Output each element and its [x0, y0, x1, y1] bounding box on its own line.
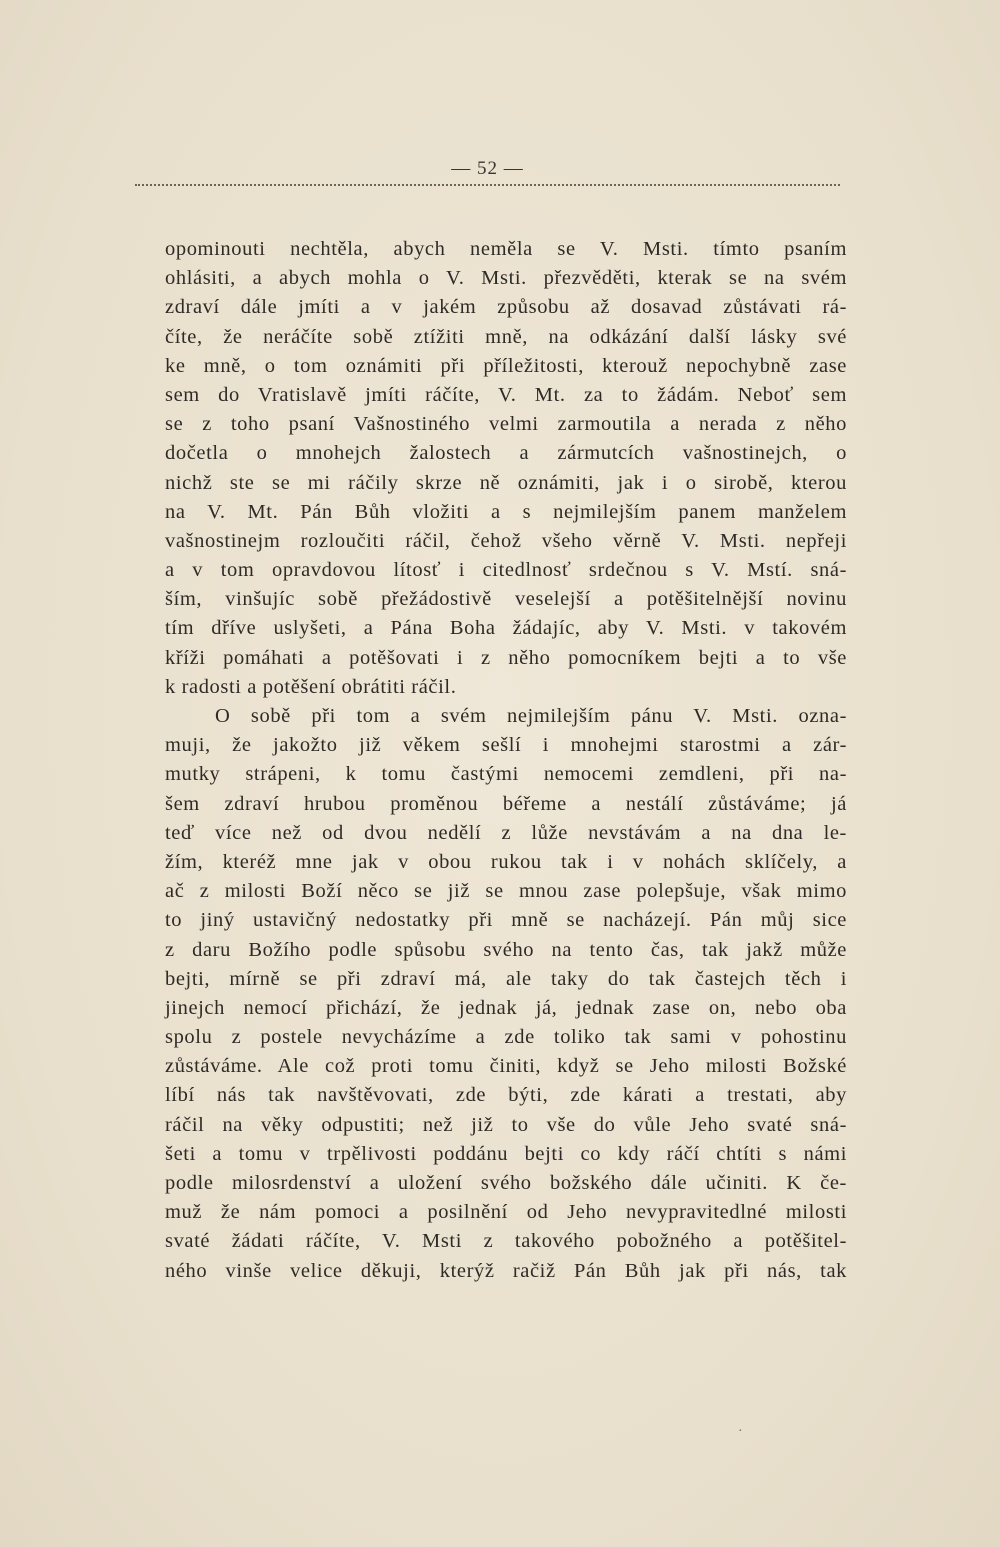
text-line: spolu z postele nevycházíme a zde toliko tak sami v pohostinu: [165, 1026, 847, 1049]
text-line: z daru Božího podle spůsobu svého na tento čas, tak jakž může: [165, 938, 847, 961]
text-line: a v tom opravdovou lítosť i citedlnosť srdečnou s V. Mstí. sná-: [165, 559, 847, 582]
text-line: se z toho psaní Vašnostiného velmi zarmoutila a nerada z něho: [165, 413, 847, 436]
text-line: ke mně, o tom oznámiti při příležitosti, kterouž nepochybně zase: [165, 354, 847, 377]
text-line: sem do Vratislavě jmíti ráčíte, V. Mt. za to žádám. Neboť sem: [165, 383, 847, 406]
text-line: mutky strápeni, k tomu častými nemocemi zemdleni, při na-: [165, 763, 847, 786]
text-line: svaté žádati ráčíte, V. Msti z takového pobožného a potěšitel-: [165, 1230, 847, 1253]
text-line: nichž ste se mi ráčily skrze ně oznámiti, jak i o sirobě, kterou: [165, 471, 847, 494]
text-line: šem zdraví hrubou proměnou béřeme a nestálí zůstáváme; já: [165, 792, 847, 815]
text-line: teď více než od dvou nedělí z lůže nevstávám a na dna le-: [165, 821, 847, 844]
body-text: [165, 235, 847, 1286]
text-line: číte, že neráčíte sobě ztížiti mně, na odkázání další lásky své: [165, 325, 847, 348]
text-line: ného vinše velice děkuji, kterýž račiž Pán Bůh jak při nás, tak: [165, 1259, 847, 1282]
text-line: kříži pomáhati a potěšovati i z něho pomocníkem bejti a to vše: [165, 646, 847, 669]
page-number: — 52 —: [451, 158, 524, 179]
text-line: jinejch nemocí přichází, že jednak já, jednak zase on, nebo oba: [165, 996, 847, 1019]
text-line: na V. Mt. Pán Bůh vložiti a s nejmilejším panem manželem: [165, 500, 847, 523]
text-line: zdraví dále jmíti a v jakém způsobu až dosavad zůstávati rá-: [165, 296, 847, 319]
text-line: ráčil na věky odpustiti; než již to vše do vůle Jeho svaté sná-: [165, 1113, 847, 1136]
text-line: zůstáváme. Ale což proti tomu činiti, když se Jeho milosti Božské: [165, 1055, 847, 1078]
text-line: to jiný ustavičný nedostatky při mně se nacházejí. Pán můj sice: [165, 909, 847, 932]
text-line: dočetla o mnohejch žalostech a zármutcích vašnostinejch, o: [165, 442, 847, 465]
paragraph-start-line: O sobě při tom a svém nejmilejším pánu V. Msti. ozna-: [215, 705, 847, 727]
header-dotted-rule: [135, 184, 840, 186]
text-line: ohlásiti, a abych mohla o V. Msti. přezvěděti, kterak se na svém: [165, 267, 847, 290]
text-line: ším, vinšujíc sobě přežádostivě veselejší a potěšitelnější novinu: [165, 588, 847, 611]
paragraph-end-line: k radosti a potěšení obrátiti ráčil.: [165, 675, 457, 698]
text-line: bejti, mírně se při zdraví má, ale taky do tak častejch těch i: [165, 967, 847, 990]
text-line: muž že nám pomoci a posilnění od Jeho nevypravitedlné milosti: [165, 1201, 847, 1224]
ink-speck: ·: [738, 1424, 743, 1439]
text-line: šeti a tomu v trpělivosti poddánu bejti co kdy ráčí chtíti s námi: [165, 1142, 847, 1165]
text-line: podle milosrdenství a uložení svého božského dále učiniti. K če-: [165, 1172, 847, 1194]
text-line: muji, že jakožto již věkem sešlí i mnohejmi starostmi a zár-: [165, 734, 847, 757]
text-line: tím dříve uslyšeti, a Pána Boha žádajíc, aby V. Msti. v takovém: [165, 617, 847, 640]
text-line: opominouti nechtěla, abych neměla se V. Msti. tímto psaním: [165, 238, 847, 260]
text-line: žím, kteréž mne jak v obou rukou tak i v nohách sklíčely, a: [165, 850, 847, 873]
text-line: líbí nás tak navštěvovati, zde býti, zde kárati a trestati, aby: [165, 1084, 847, 1107]
text-line: vašnostinejm rozloučiti ráčil, čehož všeho věrně V. Msti. nepřeji: [165, 529, 847, 552]
text-line: ač z milosti Boží něco se již se mnou zase polepšuje, však mimo: [165, 880, 847, 903]
